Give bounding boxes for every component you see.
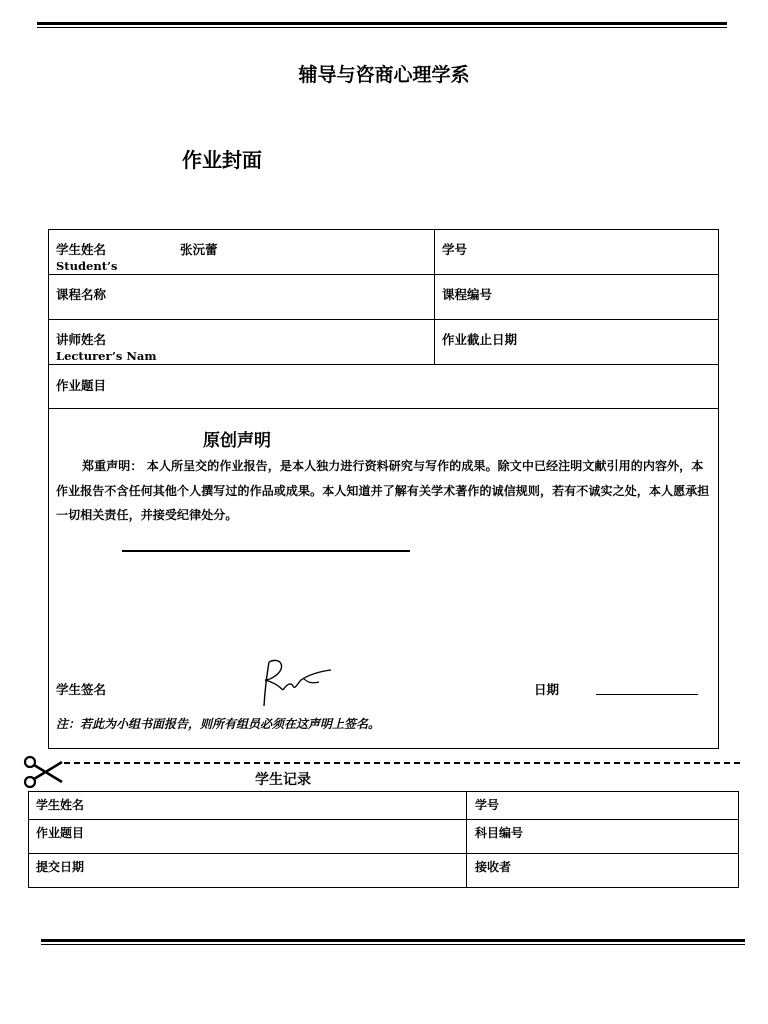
record-student-name-label: 学生姓名 [36,798,85,812]
topic-label: 作业题目 [56,378,107,393]
lecturer-sublabel: Lecturer’s Nam [56,349,157,363]
student-id-label: 学号 [442,242,468,257]
signature-image [259,654,339,714]
declaration-text [56,454,714,528]
record-subject-code-label: 科目编号 [475,826,524,840]
lecturer-cell[interactable] [49,320,435,364]
course-code-cell[interactable] [435,275,718,319]
student-name-value: 张沅蕾 [180,242,218,257]
bottom-rule [41,939,745,942]
table-row [49,320,718,365]
table-row [49,230,718,275]
bottom-rule-thin [41,944,745,945]
record-receiver-label: 接收者 [475,860,512,874]
table-row [29,820,738,854]
course-name-cell[interactable] [49,275,435,319]
student-name-label: 学生姓名 [56,242,107,257]
student-name-cell[interactable] [49,230,435,274]
student-id-cell[interactable] [435,230,718,274]
top-rule [37,22,727,25]
course-code-label: 课程编号 [442,287,493,302]
record-table [28,791,739,888]
table-row [29,792,738,820]
table-row [49,275,718,320]
table-row[interactable] [49,365,718,409]
top-rule-thin [37,27,727,28]
table-row [29,854,738,887]
lecturer-label: 讲师姓名 [56,332,107,347]
signature-line [122,550,410,552]
signature-label: 学生签名 [56,682,107,697]
scissors-icon [22,754,64,794]
record-submit-date-label: 提交日期 [36,860,85,874]
date-line[interactable] [596,694,698,695]
deadline-label: 作业截止日期 [442,332,518,347]
date-label: 日期 [534,682,560,697]
declaration-title: 原创声明 [203,431,271,451]
course-name-label: 课程名称 [56,287,107,302]
record-submit-date-cell[interactable] [29,854,467,887]
deadline-cell[interactable] [435,320,718,364]
record-student-name-cell[interactable] [29,792,467,819]
cover-table [48,229,719,749]
group-note: 注：若此为小组书面报告，则所有组员必须在这声明上签名。 [56,717,381,731]
record-student-id-label: 学号 [475,798,500,812]
declaration-body: 郑重声明： 本人所呈交的作业报告，是本人独力进行资料研究与写作的成果。除文中已经注明文献引用的内容外，本作业报告不含任何其他个人撰写过的作品或成果。本人知道并了解有关学术著作的诚信规则，若有不诚实之处，本人愿承担一切相关责任，并接受纪律处分。 [56,459,710,522]
record-topic-label: 作业题目 [36,826,85,840]
department-title: 辅导与咨商心理学系 [298,64,470,86]
cover-title: 作业封面 [182,148,262,172]
student-name-sublabel: Student’s [56,259,118,273]
record-topic-cell[interactable] [29,820,467,853]
record-title: 学生记录 [255,772,311,788]
cut-line [64,762,740,764]
